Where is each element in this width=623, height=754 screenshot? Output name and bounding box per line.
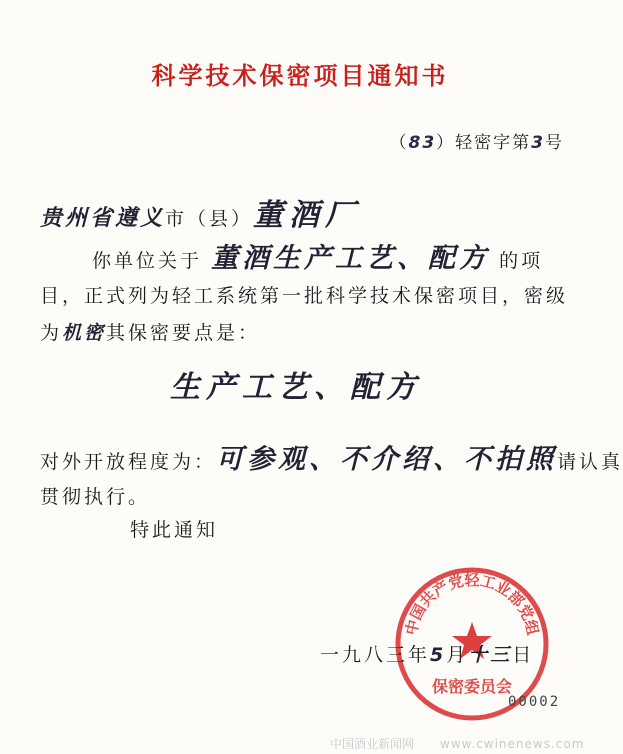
body-line2-pre: 你单位关于 (92, 250, 203, 272)
docno-mid: ）轻密字第 (436, 133, 532, 153)
issue-date (320, 640, 534, 667)
body-line4-post: 其保密要点是： (106, 322, 261, 344)
project-name: 董酒生产工艺、配方 (211, 243, 491, 274)
docno-post: 号 (545, 133, 564, 153)
body-line-7: 贯彻执行。 (40, 486, 151, 508)
date-day: 十三 (468, 644, 513, 666)
addressee-province: 贵州省 (40, 206, 116, 231)
addressee-city-suffix: 市（县） (165, 208, 254, 230)
docno-num: 3 (531, 133, 545, 153)
date-day-label: 日 (512, 644, 535, 666)
serial-number: 00002 (508, 694, 561, 710)
seal-bottom-text: 保密委员会 (431, 677, 513, 696)
docno-open: （ (389, 133, 409, 153)
addressee-city: 遵义 (115, 206, 166, 231)
body-line-3: 目，正式列为轻工系统第一批科学技术保密项目，密级 (40, 285, 569, 307)
document-title: 科学技术保密项目通知书 (151, 62, 449, 90)
body-line6-pre: 对外开放程度为： (40, 451, 217, 473)
body-line-openness (40, 437, 623, 476)
openness-level: 可参观、不介绍、不拍照 (216, 444, 558, 475)
body-line-project (92, 236, 543, 275)
watermark-site-url: www.cwinenews.com (440, 737, 585, 751)
seal-arc-text: 中国共产党轻工业部党组 (402, 571, 542, 637)
body-line-level (40, 318, 260, 345)
watermark-footer (0, 734, 600, 754)
document-number (389, 128, 564, 153)
secrecy-level: 机密 (62, 322, 107, 344)
body-line2-post: 的项 (499, 250, 544, 272)
closing-text: 特此通知 (130, 519, 219, 541)
date-month-label: 月 (446, 644, 469, 666)
body-line4-pre: 为 (40, 322, 63, 344)
docno-year: 83 (408, 133, 437, 153)
addressee-line (40, 190, 361, 234)
key-points: 生产工艺、配方 (170, 370, 422, 405)
date-month: 5 (430, 644, 447, 666)
addressee-org: 董酒厂 (253, 198, 362, 233)
watermark-site-name: 中国酒业新闻网 (330, 737, 415, 751)
body-line6-post: 请认真 (557, 451, 623, 473)
date-year: 一九八三年 (320, 644, 431, 666)
